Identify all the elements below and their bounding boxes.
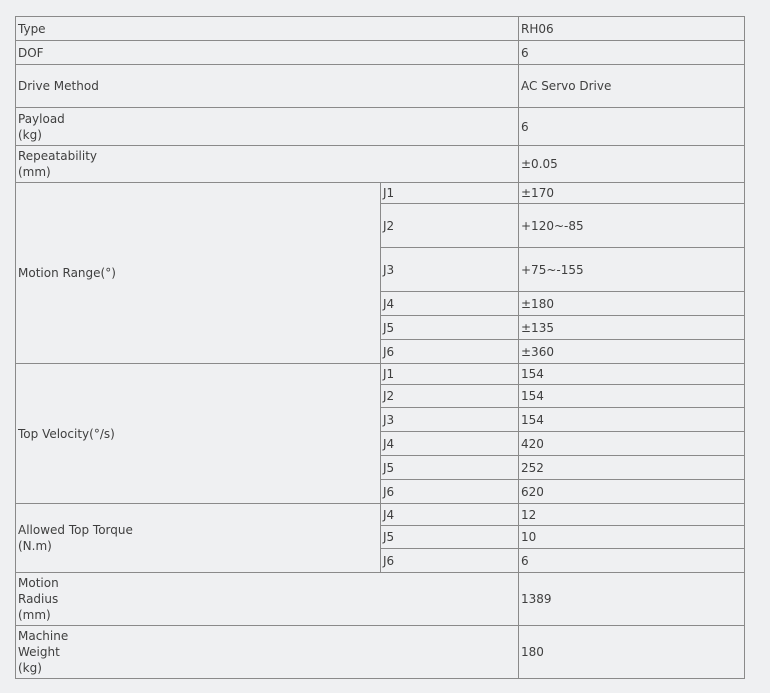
top-velocity-value: 154	[519, 364, 745, 385]
joint-cell: J2	[381, 385, 519, 408]
table-row	[16, 17, 745, 41]
repeatability-value: ±0.05	[519, 146, 745, 183]
top-velocity-value: 620	[519, 480, 745, 504]
joint-cell: J5	[381, 456, 519, 480]
motion-range-value: +120~-85	[519, 204, 745, 248]
table-row	[16, 108, 745, 146]
table-row	[16, 146, 745, 183]
joint-cell: J3	[381, 248, 519, 292]
motion-range-value: ±360	[519, 340, 745, 364]
joint-cell: J4	[381, 432, 519, 456]
machine-weight-label: Machine Weight (kg)	[16, 626, 519, 679]
top-velocity-value: 420	[519, 432, 745, 456]
joint-cell: J4	[381, 292, 519, 316]
table-row	[16, 364, 745, 385]
table-row	[16, 504, 745, 526]
table-row	[16, 183, 745, 204]
joint-cell: J1	[381, 183, 519, 204]
payload-label: Payload (kg)	[16, 108, 519, 146]
motion-range-value: +75~-155	[519, 248, 745, 292]
top-velocity-label: Top Velocity(°/s)	[16, 364, 381, 504]
dof-value: 6	[519, 41, 745, 65]
joint-cell: J4	[381, 504, 519, 526]
table-row	[16, 573, 745, 626]
torque-value: 10	[519, 526, 745, 549]
motion-radius-label: Motion Radius (mm)	[16, 573, 519, 626]
motion-radius-value: 1389	[519, 573, 745, 626]
drive-method-label: Drive Method	[16, 65, 519, 108]
joint-cell: J1	[381, 364, 519, 385]
payload-value: 6	[519, 108, 745, 146]
torque-value: 12	[519, 504, 745, 526]
motion-range-value: ±180	[519, 292, 745, 316]
torque-label: Allowed Top Torque (N.m)	[16, 504, 381, 573]
dof-label: DOF	[16, 41, 519, 65]
joint-cell: J6	[381, 549, 519, 573]
joint-cell: J3	[381, 408, 519, 432]
motion-range-value: ±170	[519, 183, 745, 204]
top-velocity-value: 252	[519, 456, 745, 480]
type-value: RH06	[519, 17, 745, 41]
torque-value: 6	[519, 549, 745, 573]
drive-method-value: AC Servo Drive	[519, 65, 745, 108]
table-row	[16, 65, 745, 108]
repeatability-label: Repeatability (mm)	[16, 146, 519, 183]
joint-cell: J6	[381, 340, 519, 364]
joint-cell: J5	[381, 316, 519, 340]
top-velocity-value: 154	[519, 385, 745, 408]
joint-cell: J2	[381, 204, 519, 248]
top-velocity-value: 154	[519, 408, 745, 432]
motion-range-value: ±135	[519, 316, 745, 340]
machine-weight-value: 180	[519, 626, 745, 679]
table-row	[16, 626, 745, 679]
joint-cell: J6	[381, 480, 519, 504]
spec-table	[15, 16, 745, 679]
joint-cell: J5	[381, 526, 519, 549]
type-label: Type	[16, 17, 519, 41]
motion-range-label: Motion Range(°)	[16, 183, 381, 364]
table-row	[16, 41, 745, 65]
